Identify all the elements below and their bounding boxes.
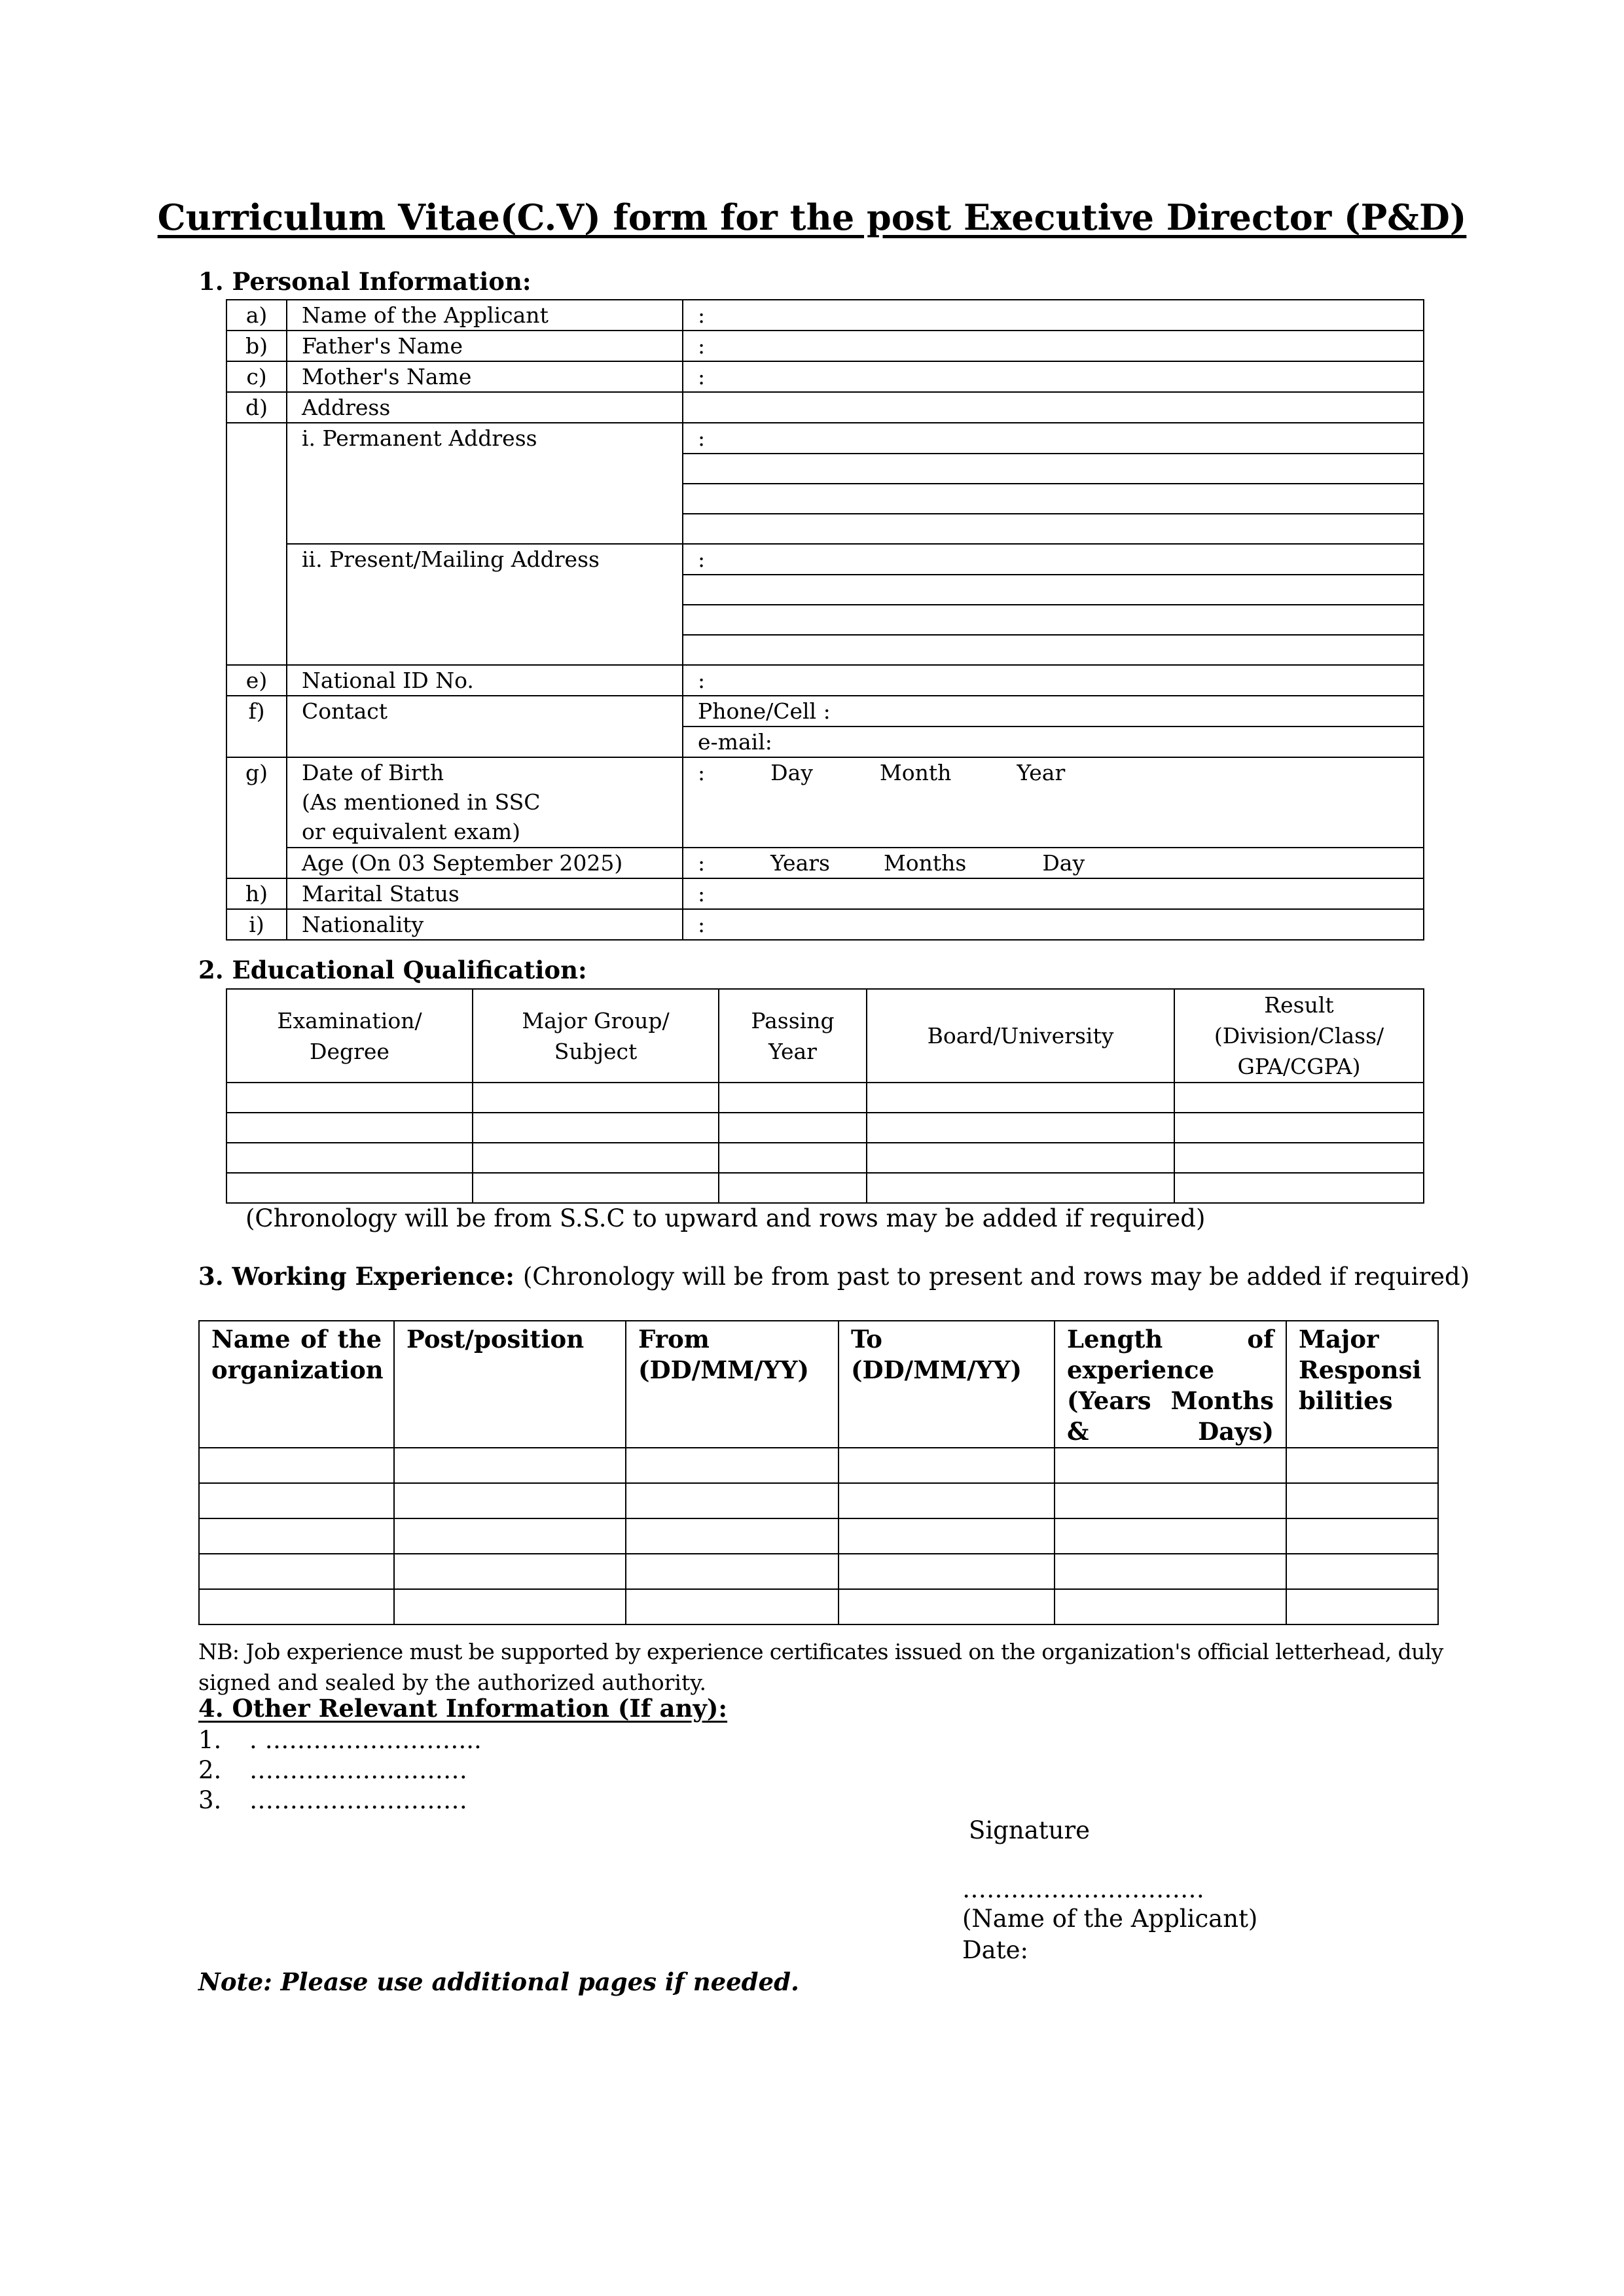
exp-cell[interactable] bbox=[1286, 1589, 1438, 1624]
exp-header-to: To (DD/MM/YY) bbox=[839, 1321, 1055, 1448]
mother-field[interactable]: : bbox=[683, 361, 1424, 392]
exp-header-length: Length of experience (Years Months & Days) bbox=[1055, 1321, 1286, 1448]
permanent-field-3[interactable] bbox=[683, 484, 1424, 514]
edu-header-board: Board/University bbox=[867, 989, 1174, 1083]
address-label: Address bbox=[287, 392, 683, 423]
section-experience-heading bbox=[198, 1262, 1470, 1291]
experience-subheading: (Chronology will be from past to present and rows may be added if required) bbox=[522, 1263, 1470, 1291]
other-item-2-field[interactable]: ……………………… bbox=[249, 1756, 467, 1784]
edu-cell[interactable] bbox=[719, 1143, 867, 1173]
permanent-field-1[interactable]: : bbox=[683, 423, 1424, 454]
edu-header-subject: Major Group/ Subject bbox=[473, 989, 719, 1083]
list-item: 2. ……………………… bbox=[198, 1756, 467, 1784]
row-name bbox=[226, 300, 1424, 331]
dob-label bbox=[287, 757, 683, 848]
permanent-label: i. Permanent Address bbox=[287, 423, 683, 544]
exp-cell[interactable] bbox=[1055, 1448, 1286, 1483]
row-address bbox=[226, 392, 1424, 423]
mother-label: Mother's Name bbox=[287, 361, 683, 392]
permanent-field-2[interactable] bbox=[683, 454, 1424, 484]
exp-cell[interactable] bbox=[839, 1448, 1055, 1483]
dob-month: Month bbox=[879, 760, 952, 785]
nb-line-1: NB: Job experience must be supported by experience certificates issued on the organization's official letterhead, duly bbox=[198, 1639, 1443, 1664]
address-blank bbox=[683, 392, 1424, 423]
list-item: 1. . ……………………... bbox=[198, 1726, 482, 1754]
section-education-heading: 2. Educational Qualification: bbox=[198, 956, 587, 984]
row-marital bbox=[226, 878, 1424, 909]
nationality-field[interactable]: : bbox=[683, 909, 1424, 940]
row-contact-phone bbox=[226, 696, 1424, 726]
experience-header-row bbox=[199, 1321, 1438, 1448]
table-row bbox=[199, 1448, 1438, 1483]
exp-cell[interactable] bbox=[199, 1554, 394, 1589]
exp-header-responsibilities: Major Responsi bilities bbox=[1286, 1321, 1438, 1448]
row-dob bbox=[226, 757, 1424, 848]
exp-cell[interactable] bbox=[839, 1518, 1055, 1554]
edu-cell[interactable] bbox=[1174, 1113, 1424, 1143]
exp-cell[interactable] bbox=[1286, 1483, 1438, 1518]
nationality-label: Nationality bbox=[287, 909, 683, 940]
table-row bbox=[226, 1113, 1424, 1143]
age-months: Months bbox=[883, 850, 967, 876]
edu-cell[interactable] bbox=[867, 1083, 1174, 1113]
age-years: Years bbox=[770, 850, 830, 876]
marital-label: Marital Status bbox=[287, 878, 683, 909]
edu-cell[interactable] bbox=[226, 1143, 473, 1173]
exp-cell[interactable] bbox=[394, 1483, 626, 1518]
table-row bbox=[226, 1143, 1424, 1173]
edu-cell[interactable] bbox=[473, 1113, 719, 1143]
letter-e: e) bbox=[226, 665, 287, 696]
table-row bbox=[226, 1173, 1424, 1203]
letter-c: c) bbox=[226, 361, 287, 392]
letter-h: h) bbox=[226, 878, 287, 909]
edu-cell[interactable] bbox=[867, 1173, 1174, 1203]
exp-cell[interactable] bbox=[199, 1518, 394, 1554]
age-day: Day bbox=[1042, 850, 1085, 876]
experience-table bbox=[198, 1320, 1439, 1625]
exp-cell[interactable] bbox=[1286, 1554, 1438, 1589]
father-label: Father's Name bbox=[287, 331, 683, 361]
exp-cell[interactable] bbox=[839, 1554, 1055, 1589]
signature-dots[interactable]: ………………………… bbox=[962, 1875, 1204, 1903]
exp-cell[interactable] bbox=[839, 1483, 1055, 1518]
experience-heading: 3. Working Experience: bbox=[198, 1262, 514, 1291]
exp-cell[interactable] bbox=[626, 1554, 839, 1589]
present-field-3[interactable] bbox=[683, 605, 1424, 635]
row-father bbox=[226, 331, 1424, 361]
experience-nb bbox=[198, 1636, 1443, 1698]
exp-cell[interactable] bbox=[626, 1518, 839, 1554]
education-table bbox=[226, 988, 1424, 1204]
page-title: Curriculum Vitae(C.V) form for the post Executive Director (P&D) bbox=[157, 196, 1467, 238]
row-age bbox=[226, 848, 1424, 878]
section-other-heading: 4. Other Relevant Information (If any): bbox=[198, 1694, 728, 1723]
personal-info-table bbox=[226, 299, 1424, 941]
letter-i: i) bbox=[226, 909, 287, 940]
dob-day: Day bbox=[770, 760, 813, 785]
list-item: 3. ……………………… bbox=[198, 1786, 467, 1814]
edu-cell[interactable] bbox=[1174, 1143, 1424, 1173]
row-nid bbox=[226, 665, 1424, 696]
signature-date: Date: bbox=[962, 1936, 1028, 1964]
dob-field[interactable]: : Day Month Year bbox=[683, 757, 1424, 848]
age-field[interactable]: : Years Months Day bbox=[683, 848, 1424, 878]
letter-g: g) bbox=[226, 757, 287, 878]
edu-cell[interactable] bbox=[719, 1083, 867, 1113]
edu-cell[interactable] bbox=[226, 1173, 473, 1203]
exp-header-from: From (DD/MM/YY) bbox=[626, 1321, 839, 1448]
exp-cell[interactable] bbox=[199, 1589, 394, 1624]
row-present-1 bbox=[226, 544, 1424, 575]
exp-cell[interactable] bbox=[1055, 1554, 1286, 1589]
edu-cell[interactable] bbox=[226, 1083, 473, 1113]
table-row bbox=[226, 1083, 1424, 1113]
contact-label: Contact bbox=[287, 696, 683, 757]
exp-cell[interactable] bbox=[394, 1554, 626, 1589]
exp-cell[interactable] bbox=[1055, 1483, 1286, 1518]
exp-cell[interactable] bbox=[626, 1589, 839, 1624]
table-row bbox=[199, 1518, 1438, 1554]
edu-cell[interactable] bbox=[1174, 1173, 1424, 1203]
letter-d: d) bbox=[226, 392, 287, 423]
exp-cell[interactable] bbox=[394, 1518, 626, 1554]
exp-cell[interactable] bbox=[626, 1483, 839, 1518]
edu-header-year: Passing Year bbox=[719, 989, 867, 1083]
table-row bbox=[199, 1483, 1438, 1518]
present-label: ii. Present/Mailing Address bbox=[287, 544, 683, 665]
exp-header-post: Post/position bbox=[394, 1321, 626, 1448]
letter-a: a) bbox=[226, 300, 287, 331]
permanent-field-4[interactable] bbox=[683, 514, 1424, 544]
nid-field[interactable]: : bbox=[683, 665, 1424, 696]
table-row bbox=[199, 1589, 1438, 1624]
edu-cell[interactable] bbox=[226, 1113, 473, 1143]
table-row bbox=[199, 1554, 1438, 1589]
edu-cell[interactable] bbox=[867, 1113, 1174, 1143]
edu-header-result: Result (Division/Class/ GPA/CGPA) bbox=[1174, 989, 1424, 1083]
marital-field[interactable]: : bbox=[683, 878, 1424, 909]
edu-header-exam: Examination/ Degree bbox=[226, 989, 473, 1083]
footer-note: Note: Please use additional pages if needed. bbox=[198, 1967, 799, 1996]
exp-cell[interactable] bbox=[1286, 1448, 1438, 1483]
edu-cell[interactable] bbox=[867, 1143, 1174, 1173]
dob-label-3: or equivalent exam) bbox=[302, 819, 520, 844]
exp-cell[interactable] bbox=[199, 1448, 394, 1483]
letter-f: f) bbox=[226, 696, 287, 757]
present-field-4[interactable] bbox=[683, 635, 1424, 665]
row-mother bbox=[226, 361, 1424, 392]
education-note: (Chronology will be from S.S.C to upward and rows may be added if required) bbox=[245, 1204, 1206, 1232]
exp-cell[interactable] bbox=[394, 1589, 626, 1624]
exp-cell[interactable] bbox=[394, 1448, 626, 1483]
name-label: Name of the Applicant bbox=[287, 300, 683, 331]
exp-header-org: Name of the organization bbox=[199, 1321, 394, 1448]
nid-label: National ID No. bbox=[287, 665, 683, 696]
name-field[interactable]: : bbox=[683, 300, 1424, 331]
nb-line-2: signed and sealed by the authorized authority. bbox=[198, 1670, 706, 1695]
other-item-1-field[interactable]: . ……………………... bbox=[249, 1726, 482, 1754]
edu-cell[interactable] bbox=[473, 1083, 719, 1113]
row-nationality bbox=[226, 909, 1424, 940]
exp-cell[interactable] bbox=[1055, 1589, 1286, 1624]
other-list bbox=[198, 1725, 482, 1816]
signature-label: Signature bbox=[969, 1816, 1091, 1844]
dob-label-2: (As mentioned in SSC bbox=[302, 789, 541, 815]
row-permanent-1 bbox=[226, 423, 1424, 454]
exp-cell[interactable] bbox=[1055, 1518, 1286, 1554]
address-letter-blank bbox=[226, 423, 287, 665]
edu-cell[interactable] bbox=[473, 1173, 719, 1203]
edu-cell[interactable] bbox=[719, 1113, 867, 1143]
section-personal-heading: 1. Personal Information: bbox=[198, 267, 532, 296]
edu-cell[interactable] bbox=[719, 1173, 867, 1203]
exp-cell[interactable] bbox=[839, 1589, 1055, 1624]
dob-label-1: Date of Birth bbox=[302, 760, 444, 785]
exp-cell[interactable] bbox=[199, 1483, 394, 1518]
education-header-row bbox=[226, 989, 1424, 1083]
exp-cell[interactable] bbox=[626, 1448, 839, 1483]
father-field[interactable]: : bbox=[683, 331, 1424, 361]
exp-cell[interactable] bbox=[1286, 1518, 1438, 1554]
edu-cell[interactable] bbox=[1174, 1083, 1424, 1113]
present-field-1[interactable]: : bbox=[683, 544, 1424, 575]
signature-name: (Name of the Applicant) bbox=[962, 1905, 1258, 1933]
age-label: Age (On 03 September 2025) bbox=[287, 848, 683, 878]
phone-field[interactable]: Phone/Cell : bbox=[683, 696, 1424, 726]
letter-b: b) bbox=[226, 331, 287, 361]
email-field[interactable]: e-mail: bbox=[683, 726, 1424, 757]
edu-cell[interactable] bbox=[473, 1143, 719, 1173]
present-field-2[interactable] bbox=[683, 575, 1424, 605]
dob-year: Year bbox=[1017, 760, 1066, 785]
other-item-3-field[interactable]: ……………………… bbox=[249, 1786, 467, 1814]
